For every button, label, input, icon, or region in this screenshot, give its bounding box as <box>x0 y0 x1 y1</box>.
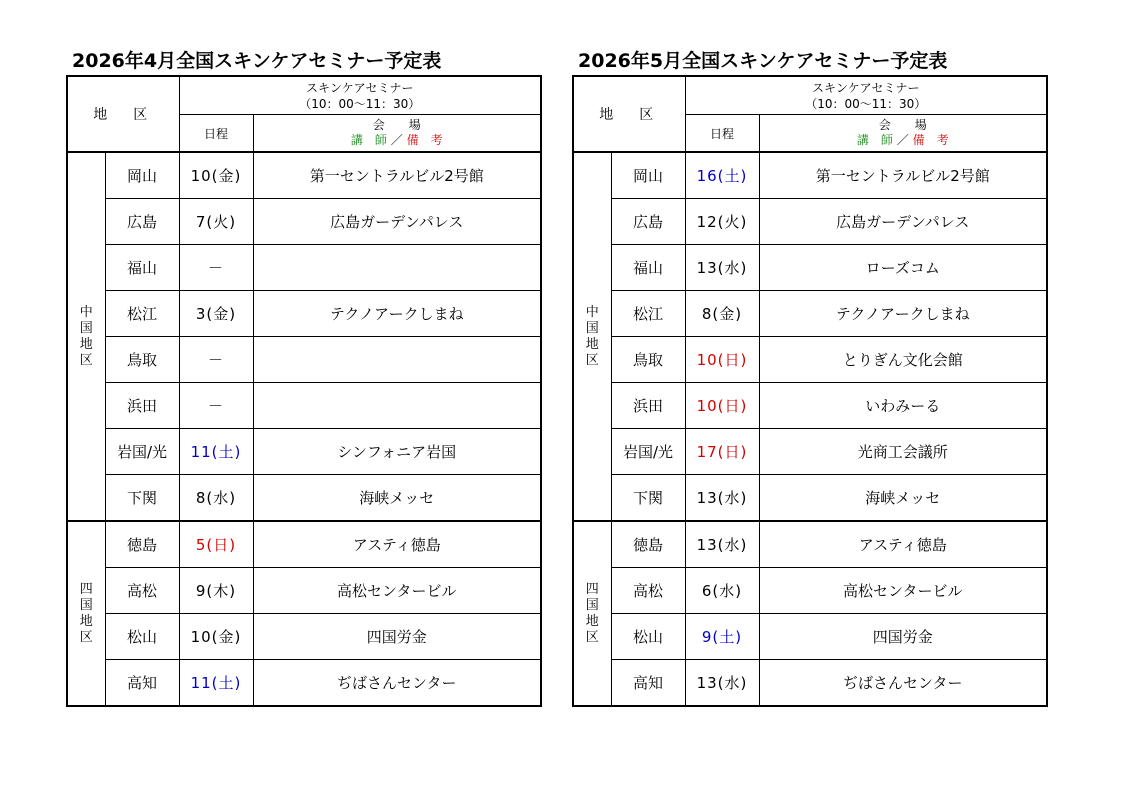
venue-header <box>253 115 541 153</box>
schedule-row <box>573 660 1047 707</box>
region-group-char: 地 <box>79 336 93 352</box>
schedule-row <box>573 291 1047 337</box>
city-cell: 浜田 <box>611 383 685 429</box>
schedule-row <box>67 568 541 614</box>
city-cell: 高知 <box>611 660 685 707</box>
date-header: 日程 <box>179 115 253 153</box>
remarks-label: 備 考 <box>912 133 949 147</box>
date-cell: 13(水) <box>685 245 759 291</box>
venue-cell: 海峡メッセ <box>253 475 541 522</box>
venue-cell: 第一セントラルビル2号館 <box>759 152 1047 199</box>
schedule-row <box>573 199 1047 245</box>
slash-separator: ／ <box>390 133 403 147</box>
date-cell: 10(日) <box>685 383 759 429</box>
slash-separator: ／ <box>896 133 909 147</box>
date-cell: 3(金) <box>179 291 253 337</box>
region-group-label <box>573 521 611 706</box>
venue-cell: 四国労金 <box>759 614 1047 660</box>
venue-cell: 光商工会議所 <box>759 429 1047 475</box>
city-cell: 広島 <box>105 199 179 245</box>
city-cell: 鳥取 <box>611 337 685 383</box>
venue-cell: 高松センタービル <box>759 568 1047 614</box>
schedule-row <box>573 614 1047 660</box>
city-cell: 松山 <box>611 614 685 660</box>
schedule-row <box>67 245 541 291</box>
region-header: 地 区 <box>67 76 179 152</box>
date-cell: 6(水) <box>685 568 759 614</box>
venue-cell: テクノアークしまね <box>759 291 1047 337</box>
region-group-char: 国 <box>585 597 599 613</box>
city-cell: 岩国/光 <box>611 429 685 475</box>
venue-cell: ぢばさんセンター <box>253 660 541 707</box>
seminar-title: スキンケアセミナー <box>811 80 920 95</box>
region-group-char: 四 <box>585 581 599 597</box>
schedule-row <box>573 337 1047 383</box>
region-group-char: 中 <box>79 304 93 320</box>
seminar-header <box>179 76 541 115</box>
venue-label: 会 場 <box>878 118 927 132</box>
schedule-row <box>573 245 1047 291</box>
venue-cell <box>253 337 541 383</box>
schedule-row <box>573 383 1047 429</box>
date-cell: 16(土) <box>685 152 759 199</box>
city-cell: 岡山 <box>611 152 685 199</box>
venue-cell: アスティ徳島 <box>759 521 1047 568</box>
date-cell: 10(金) <box>179 152 253 199</box>
venue-cell: 第一セントラルビル2号館 <box>253 152 541 199</box>
venue-cell: アスティ徳島 <box>253 521 541 568</box>
schedule-row <box>573 568 1047 614</box>
region-group-char: 国 <box>585 320 599 336</box>
venue-cell: 広島ガーデンパレス <box>759 199 1047 245</box>
region-header: 地 区 <box>573 76 685 152</box>
seminar-header <box>685 76 1047 115</box>
date-cell: 13(水) <box>685 475 759 522</box>
venue-cell: いわみーる <box>759 383 1047 429</box>
remarks-label: 備 考 <box>406 133 443 147</box>
schedule-row <box>573 429 1047 475</box>
city-cell: 浜田 <box>105 383 179 429</box>
region-group-char: 地 <box>585 613 599 629</box>
venue-cell: 高松センタービル <box>253 568 541 614</box>
venue-cell: とりぎん文化会館 <box>759 337 1047 383</box>
seminar-time: （10：00～11：30） <box>805 96 927 111</box>
region-group-char: 区 <box>79 352 93 368</box>
venue-cell: 海峡メッセ <box>759 475 1047 522</box>
date-cell: 13(水) <box>685 521 759 568</box>
venue-cell: ぢばさんセンター <box>759 660 1047 707</box>
schedule-row <box>573 475 1047 522</box>
city-cell: 松江 <box>105 291 179 337</box>
venue-cell: 広島ガーデンパレス <box>253 199 541 245</box>
date-cell: 10(金) <box>179 614 253 660</box>
lecturer-label: 講 師 <box>856 133 893 147</box>
city-cell: 松江 <box>611 291 685 337</box>
region-group-char: 四 <box>79 581 93 597</box>
city-cell: 広島 <box>611 199 685 245</box>
date-cell: 9(木) <box>179 568 253 614</box>
schedule-row <box>67 521 541 568</box>
venue-sublabel <box>760 133 1047 148</box>
april-schedule-table <box>66 75 542 707</box>
schedule-row <box>67 291 541 337</box>
city-cell: 福山 <box>105 245 179 291</box>
schedule-row <box>67 614 541 660</box>
schedule-row <box>67 660 541 707</box>
city-cell: 岡山 <box>105 152 179 199</box>
region-group-label <box>67 521 105 706</box>
date-cell: － <box>179 383 253 429</box>
city-cell: 徳島 <box>611 521 685 568</box>
schedule-row <box>67 152 541 199</box>
city-cell: 高松 <box>611 568 685 614</box>
date-cell: 13(水) <box>685 660 759 707</box>
venue-cell <box>253 383 541 429</box>
date-cell: － <box>179 337 253 383</box>
venue-label: 会 場 <box>372 118 421 132</box>
date-cell: 5(日) <box>179 521 253 568</box>
date-header: 日程 <box>685 115 759 153</box>
date-cell: 11(土) <box>179 660 253 707</box>
city-cell: 高知 <box>105 660 179 707</box>
date-cell: 12(火) <box>685 199 759 245</box>
region-group-char: 区 <box>585 352 599 368</box>
schedule-row <box>573 521 1047 568</box>
city-cell: 高松 <box>105 568 179 614</box>
date-cell: 7(火) <box>179 199 253 245</box>
date-cell: 9(土) <box>685 614 759 660</box>
april-schedule-title: 2026年4月全国スキンケアセミナー予定表 <box>72 50 442 72</box>
city-cell: 松山 <box>105 614 179 660</box>
schedule-row <box>67 383 541 429</box>
may-schedule-table <box>572 75 1048 707</box>
venue-cell: ローズコム <box>759 245 1047 291</box>
city-cell: 下関 <box>611 475 685 522</box>
region-group-char: 国 <box>79 597 93 613</box>
venue-cell <box>253 245 541 291</box>
venue-header <box>759 115 1047 153</box>
lecturer-label: 講 師 <box>350 133 387 147</box>
date-cell: 10(日) <box>685 337 759 383</box>
schedule-row <box>573 152 1047 199</box>
schedule-row <box>67 475 541 522</box>
venue-cell: シンフォニア岩国 <box>253 429 541 475</box>
schedule-row <box>67 429 541 475</box>
region-group-char: 中 <box>585 304 599 320</box>
venue-cell: テクノアークしまね <box>253 291 541 337</box>
date-cell: 8(水) <box>179 475 253 522</box>
schedule-row <box>67 337 541 383</box>
date-cell: 8(金) <box>685 291 759 337</box>
region-group-char: 国 <box>79 320 93 336</box>
region-group-label <box>67 152 105 521</box>
date-cell: － <box>179 245 253 291</box>
may-schedule-title: 2026年5月全国スキンケアセミナー予定表 <box>578 50 948 72</box>
city-cell: 徳島 <box>105 521 179 568</box>
region-group-char: 地 <box>79 613 93 629</box>
seminar-time: （10：00～11：30） <box>299 96 421 111</box>
date-cell: 11(土) <box>179 429 253 475</box>
venue-cell: 四国労金 <box>253 614 541 660</box>
region-group-label <box>573 152 611 521</box>
date-cell: 17(日) <box>685 429 759 475</box>
schedule-row <box>67 199 541 245</box>
seminar-title: スキンケアセミナー <box>305 80 414 95</box>
venue-sublabel <box>254 133 541 148</box>
city-cell: 下関 <box>105 475 179 522</box>
region-group-char: 区 <box>585 629 599 645</box>
city-cell: 鳥取 <box>105 337 179 383</box>
region-group-char: 区 <box>79 629 93 645</box>
city-cell: 岩国/光 <box>105 429 179 475</box>
city-cell: 福山 <box>611 245 685 291</box>
region-group-char: 地 <box>585 336 599 352</box>
